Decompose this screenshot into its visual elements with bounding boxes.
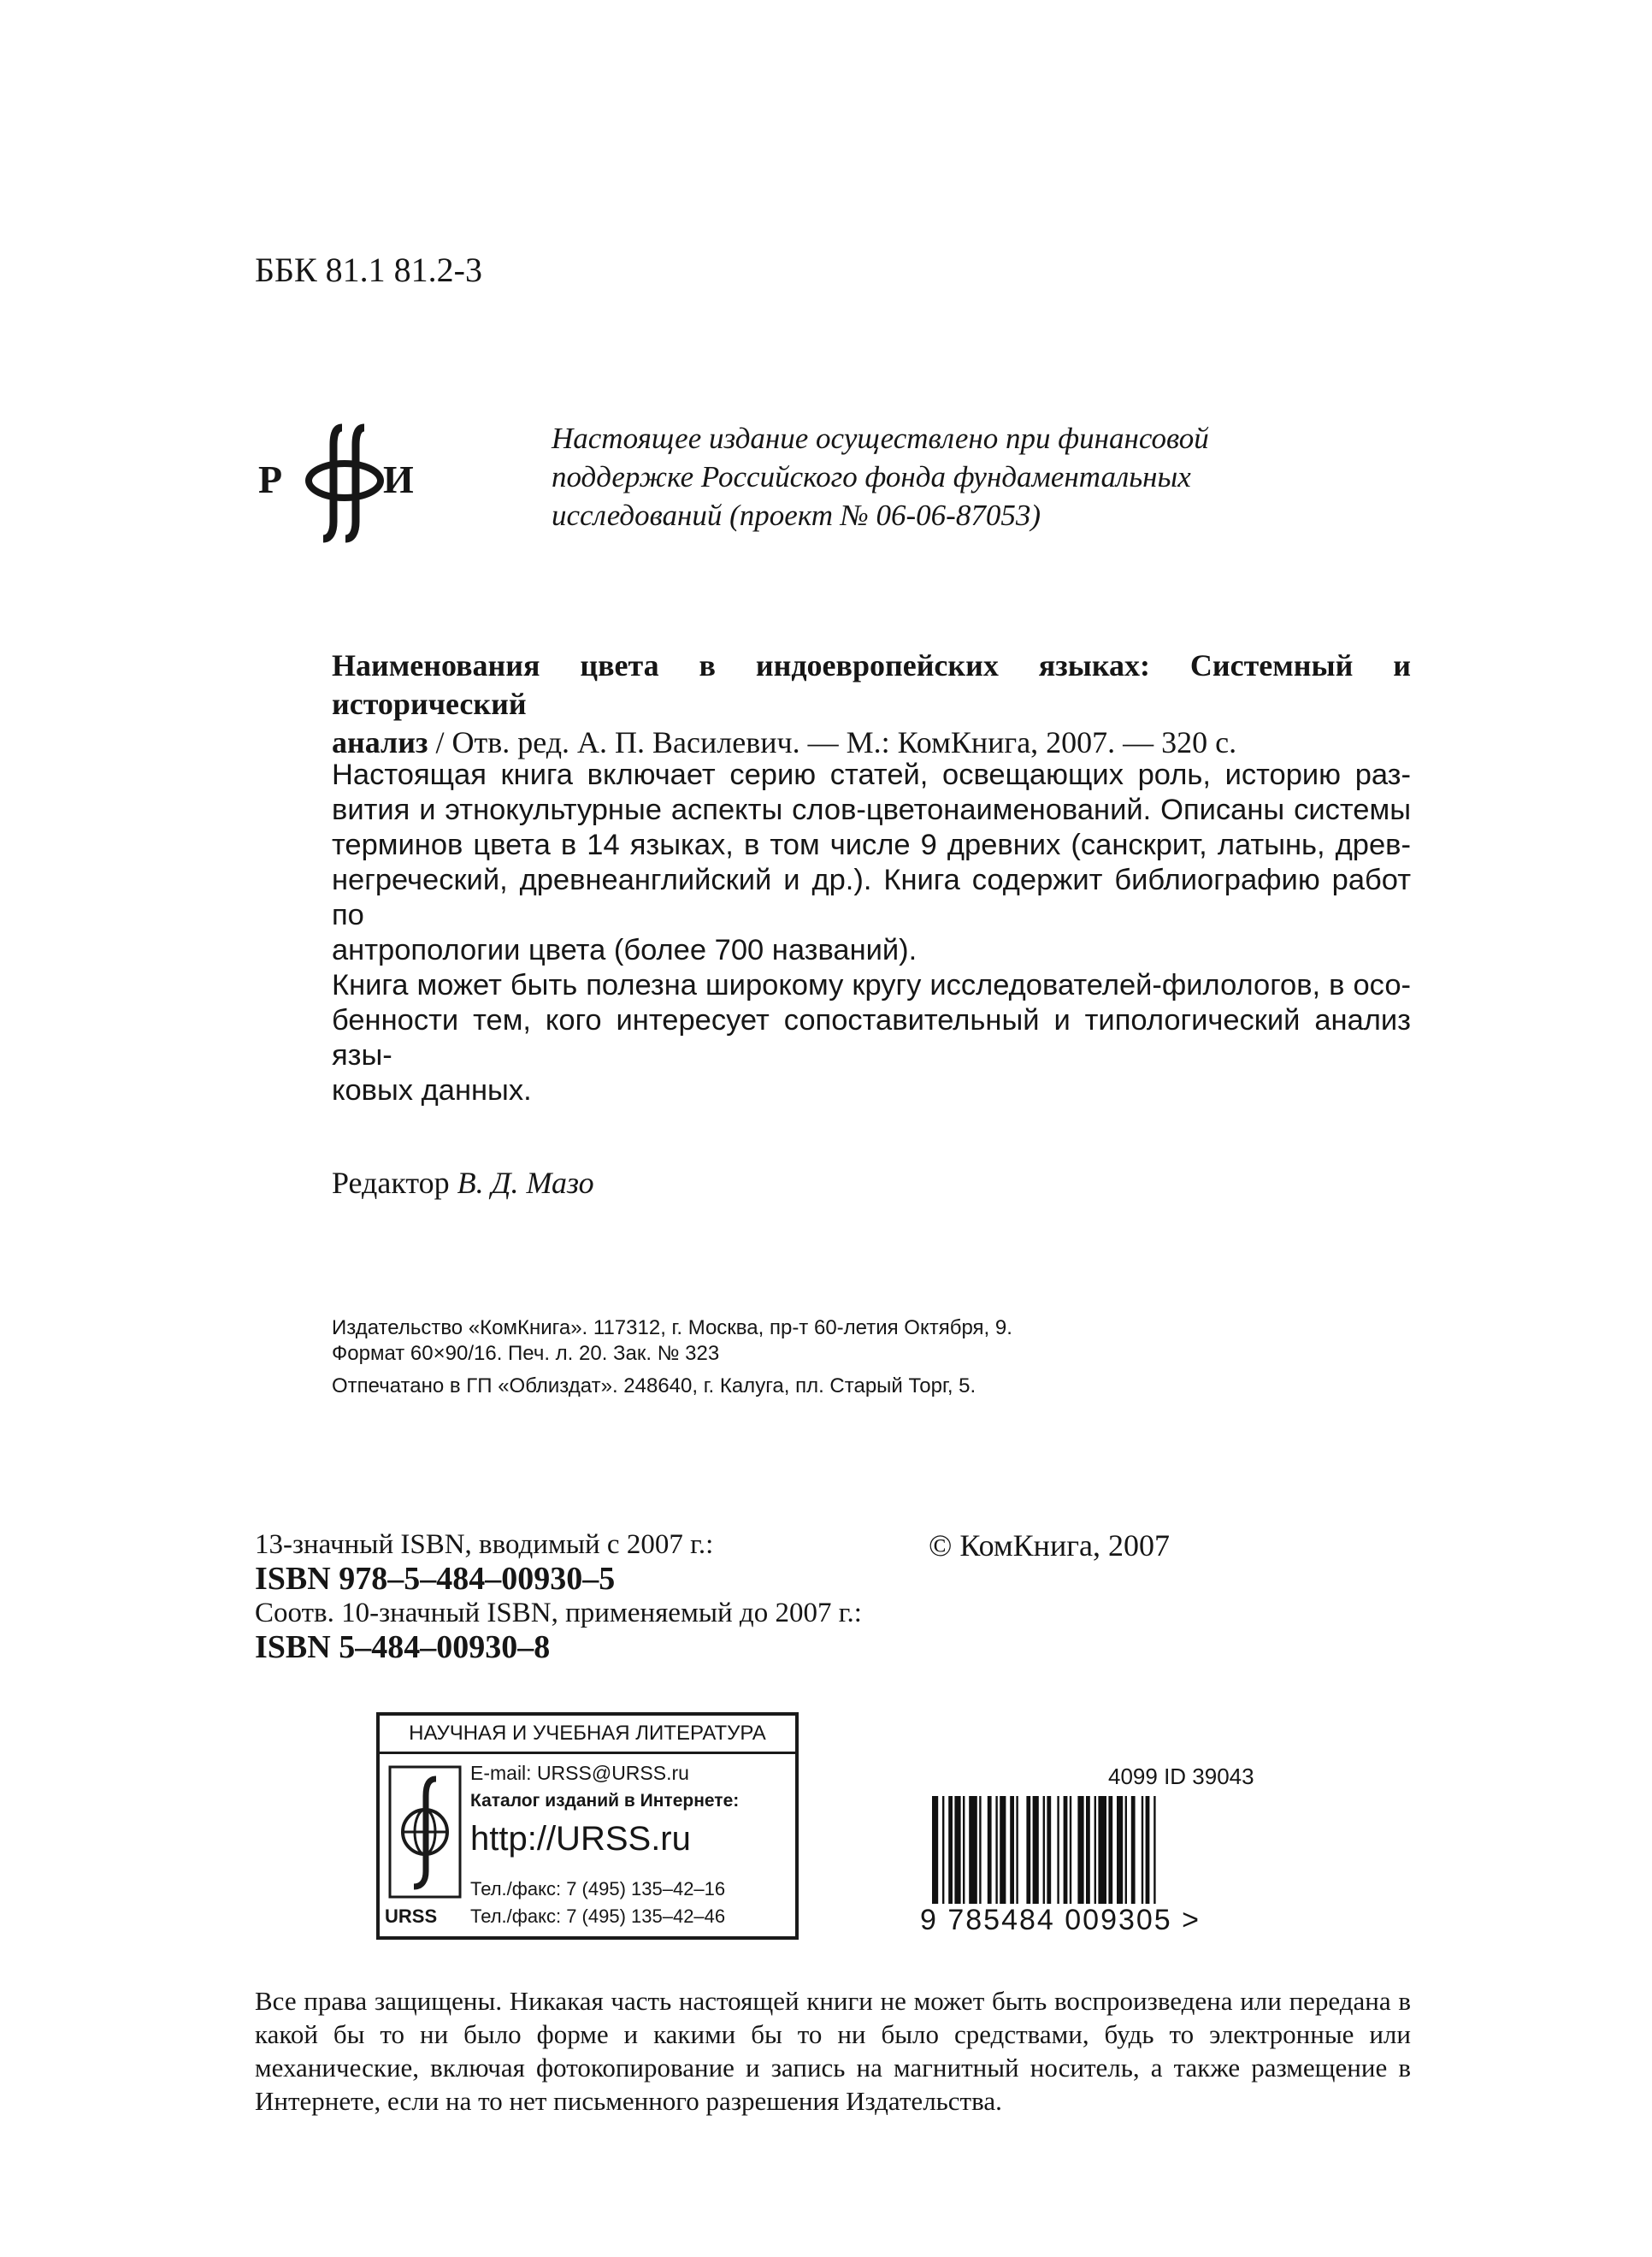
barcode-bar <box>1108 1796 1112 1904</box>
annotation-line: бенности тем, кого интересует сопоставительный и типологический анализ язы- <box>332 1004 1411 1072</box>
barcode-bar <box>1125 1796 1127 1904</box>
urss-phone-2: Тел./факс: 7 (495) 135–42–46 <box>470 1905 726 1927</box>
barcode-bar <box>942 1796 944 1904</box>
barcode-bar <box>1043 1796 1045 1904</box>
barcode-bar <box>1146 1796 1150 1904</box>
barcode-bar <box>1077 1796 1083 1904</box>
barcode-bar <box>1026 1796 1030 1904</box>
funding-note-line: поддержке Российского фонда фундаментальных <box>552 460 1191 493</box>
rffi-logo-icon <box>258 419 455 547</box>
barcode-bar <box>1086 1796 1090 1904</box>
isbn13: ISBN 978–5–484–00930–5 <box>255 1561 616 1597</box>
barcode-id: 4099 ID 39043 <box>1108 1764 1254 1789</box>
editor-name: В. Д. Мазо <box>457 1166 594 1200</box>
barcode-bar <box>1033 1796 1039 1904</box>
funding-note-line: Настоящее издание осуществлено при финансовой <box>552 422 1209 455</box>
book-title-line: Наименования цвета в индоевропейских языках: Системный и исторический <box>332 648 1411 721</box>
barcode-bar <box>1010 1796 1014 1904</box>
barcode-bar <box>1000 1796 1006 1904</box>
funding-note <box>552 419 1209 535</box>
barcode-bar <box>932 1796 938 1904</box>
barcode-bar <box>988 1796 992 1904</box>
barcode-bar <box>1142 1796 1143 1904</box>
urss-catalog-label: Каталог изданий в Интернете: <box>470 1791 740 1811</box>
barcode-bar <box>969 1796 977 1904</box>
editor-credit <box>332 1165 594 1201</box>
rights-notice: Все права защищены. Никакая часть настоящей книги не может быть воспроизведена или передана в какой бы то ни было форме и какими бы то ни было средствами, будь то электронные или механические, включая фотокопирование и запись на магнитный носитель, а также размещение в Интернете, если на то нет письменного разрешения Издательства. <box>255 1986 1411 2116</box>
barcode-bar <box>1117 1796 1123 1904</box>
bbk-classification: ББК 81.1 81.2-3 <box>255 251 482 289</box>
barcode-icon <box>929 1796 1300 1907</box>
bibliographic-details: / Отв. ред. А. П. Василевич. — М.: КомКнига, 2007. — 320 с. <box>428 725 1237 759</box>
annotation-line: вития и этнокультурные аспекты слов-цветонаименований. Описаны системы <box>332 794 1411 826</box>
urss-globe-logo-icon <box>388 1765 462 1899</box>
annotation-line: антропологии цвета (более 700 названий). <box>332 934 917 966</box>
urss-email: E-mail: URSS@URSS.ru <box>470 1762 689 1784</box>
annotation-line: Настоящая книга включает серию статей, освещающих роль, историю раз- <box>332 759 1411 791</box>
barcode-digits: 9 785484 009305 > <box>920 1904 1201 1936</box>
barcode-bar <box>995 1796 997 1904</box>
urss-url: http://URSS.ru <box>470 1820 691 1858</box>
annotation-line: ковых данных. <box>332 1074 532 1107</box>
urss-phone-1: Тел./факс: 7 (495) 135–42–16 <box>470 1878 726 1900</box>
imprint-line: Формат 60×90/16. Печ. л. 20. Зак. № 323 <box>332 1342 720 1365</box>
copyright: © КомКнига, 2007 <box>929 1528 1170 1563</box>
urss-label: URSS <box>385 1905 438 1927</box>
barcode-bar <box>1016 1796 1018 1904</box>
isbn13-label: 13-значный ISBN, вводимый с 2007 г.: <box>255 1529 714 1560</box>
funding-note-line: исследований (проект № 06-06-87053) <box>552 499 1041 532</box>
barcode-bar <box>963 1796 965 1904</box>
imprint-line: Издательство «КомКнига». 117312, г. Москва, пр-т 60-летия Октября, 9. <box>332 1316 1012 1339</box>
urss-publisher-box <box>376 1712 799 1940</box>
barcode-bar <box>1098 1796 1106 1904</box>
barcode-bar <box>948 1796 953 1904</box>
barcode-bar <box>1070 1796 1071 1904</box>
svg-text:Р: Р <box>258 458 283 501</box>
barcode-bar <box>1057 1796 1059 1904</box>
annotation-line: терминов цвета в 14 языках, в том числе 9 древних (санскрит, латынь, древ- <box>332 829 1411 861</box>
barcode-bar <box>1094 1796 1096 1904</box>
barcode-bar <box>1131 1796 1136 1904</box>
imprint <box>332 1315 1012 1399</box>
svg-text:И: И <box>383 458 414 501</box>
book-title-end: анализ <box>332 725 428 759</box>
urss-header: НАУЧНАЯ И УЧЕБНАЯ ЛИТЕРАТУРА <box>380 1716 795 1754</box>
barcode-bar <box>979 1796 981 1904</box>
isbn10: ISBN 5–484–00930–8 <box>255 1629 551 1665</box>
annotation-line: негреческий, древнеанглийский и др.). Книга содержит библиографию работ по <box>332 864 1411 931</box>
annotation-line: Книга может быть полезна широкому кругу исследователей-филологов, в осо- <box>332 969 1411 1001</box>
barcode-bar <box>1047 1796 1051 1904</box>
barcode-bar <box>954 1796 960 1904</box>
imprint-line: Отпечатано в ГП «Облиздат». 248640, г. Калуга, пл. Старый Торг, 5. <box>332 1374 976 1397</box>
isbn10-label: Соотв. 10-значный ISBN, применяемый до 2007 г.: <box>255 1598 862 1628</box>
annotation <box>332 758 1411 1108</box>
isbn-block <box>255 1527 862 1664</box>
barcode-bar <box>1064 1796 1068 1904</box>
bibliographic-entry <box>332 647 1411 762</box>
barcode-bar <box>1153 1796 1155 1904</box>
editor-label: Редактор <box>332 1166 457 1200</box>
